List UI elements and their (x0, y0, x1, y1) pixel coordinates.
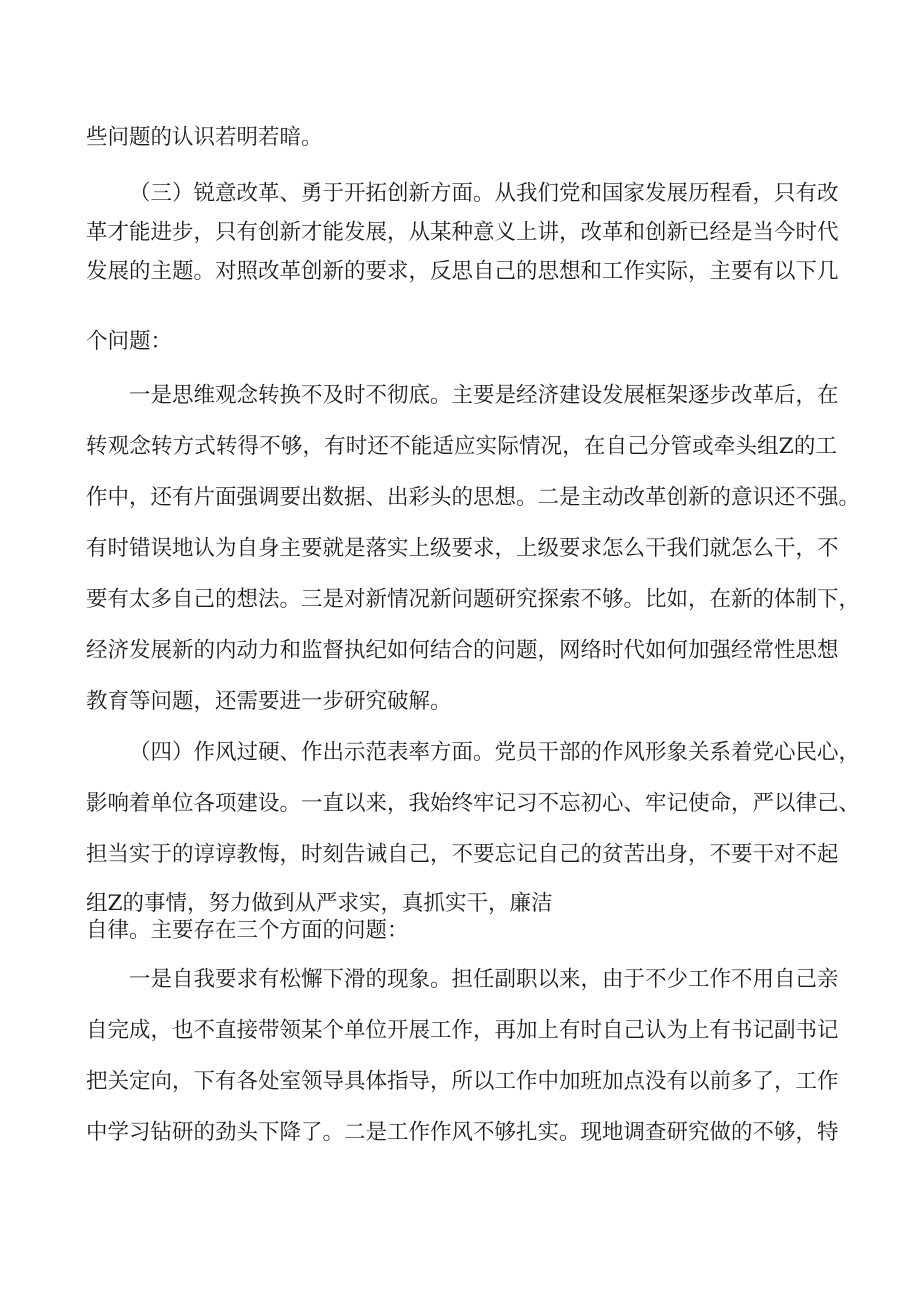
text-line: 些问题的认识若明若暗。 (86, 125, 323, 150)
text-line: 自律。主要存在三个方面的问题： (86, 918, 409, 943)
text-line: 担当实于的谆谆教悔，时刻告诫自己，不要忘记自己的贫苦出身，不要干对不起 (86, 842, 839, 867)
text-line: 组Z的事情，努力做到从严求实，真抓实干，廉洁 (86, 891, 553, 916)
text-line: 个问题： (86, 329, 173, 354)
text-line: 转观念转方式转得不够，有时还不能适应实际情况，在自己分管或牵头组Z的工 (86, 434, 837, 459)
text-line: 经济发展新的内动力和监督执纪如何结合的问题，网络时代如何加强经常性思想 (86, 638, 839, 663)
text-line: 革才能进步，只有创新才能发展，从某种意义上讲，改革和创新已经是当今时代 (86, 220, 839, 245)
text-line: 一是自我要求有松懈下滑的现象。担任副职以来，由于不少工作不用自己亲 (129, 967, 839, 992)
text-line: 中学习钻研的劲头下降了。二是工作作风不够扎实。现地调查研究做的不够，特 (86, 1120, 839, 1145)
text-line: 把关定向，下有各处室领导具体指导，所以工作中加班加点没有以前多了，工作 (86, 1069, 839, 1094)
text-line: 影响着单位各项建设。一直以来，我始终牢记习不忘初心、牢记使命，严以律己、 (86, 791, 861, 816)
text-line: 自完成，也不直接带领某个单位开展工作，再加上有时自己认为上有书记副书记 (86, 1018, 839, 1043)
text-line: 教育等问题，还需要进一步研究破解。 (86, 689, 452, 714)
text-line: 作中，还有片面强调要出数据、出彩头的思想。二是主动改革创新的意识还不强。 (86, 485, 861, 510)
text-line: 一是思维观念转换不及时不彻底。主要是经济建设发展框架逐步改革后，在 (129, 383, 839, 408)
section-heading-4: （四）作风过硬、作出示范表率方面。党员干部的作风形象关系着党心民心， (129, 740, 861, 765)
text-line: 要有太多自己的想法。三是对新情况新问题研究探索不够。比如，在新的体制下， (86, 587, 861, 612)
text-line: 有时错误地认为自身主要就是落实上级要求，上级要求怎么干我们就怎么干，不 (86, 536, 839, 561)
text-line: 发展的主题。对照改革创新的要求，反思自己的思想和工作实际，主要有以下几 (86, 259, 839, 284)
section-heading-3: （三）锐意改革、勇于开拓创新方面。从我们党和国家发展历程看，只有改 (129, 181, 839, 206)
